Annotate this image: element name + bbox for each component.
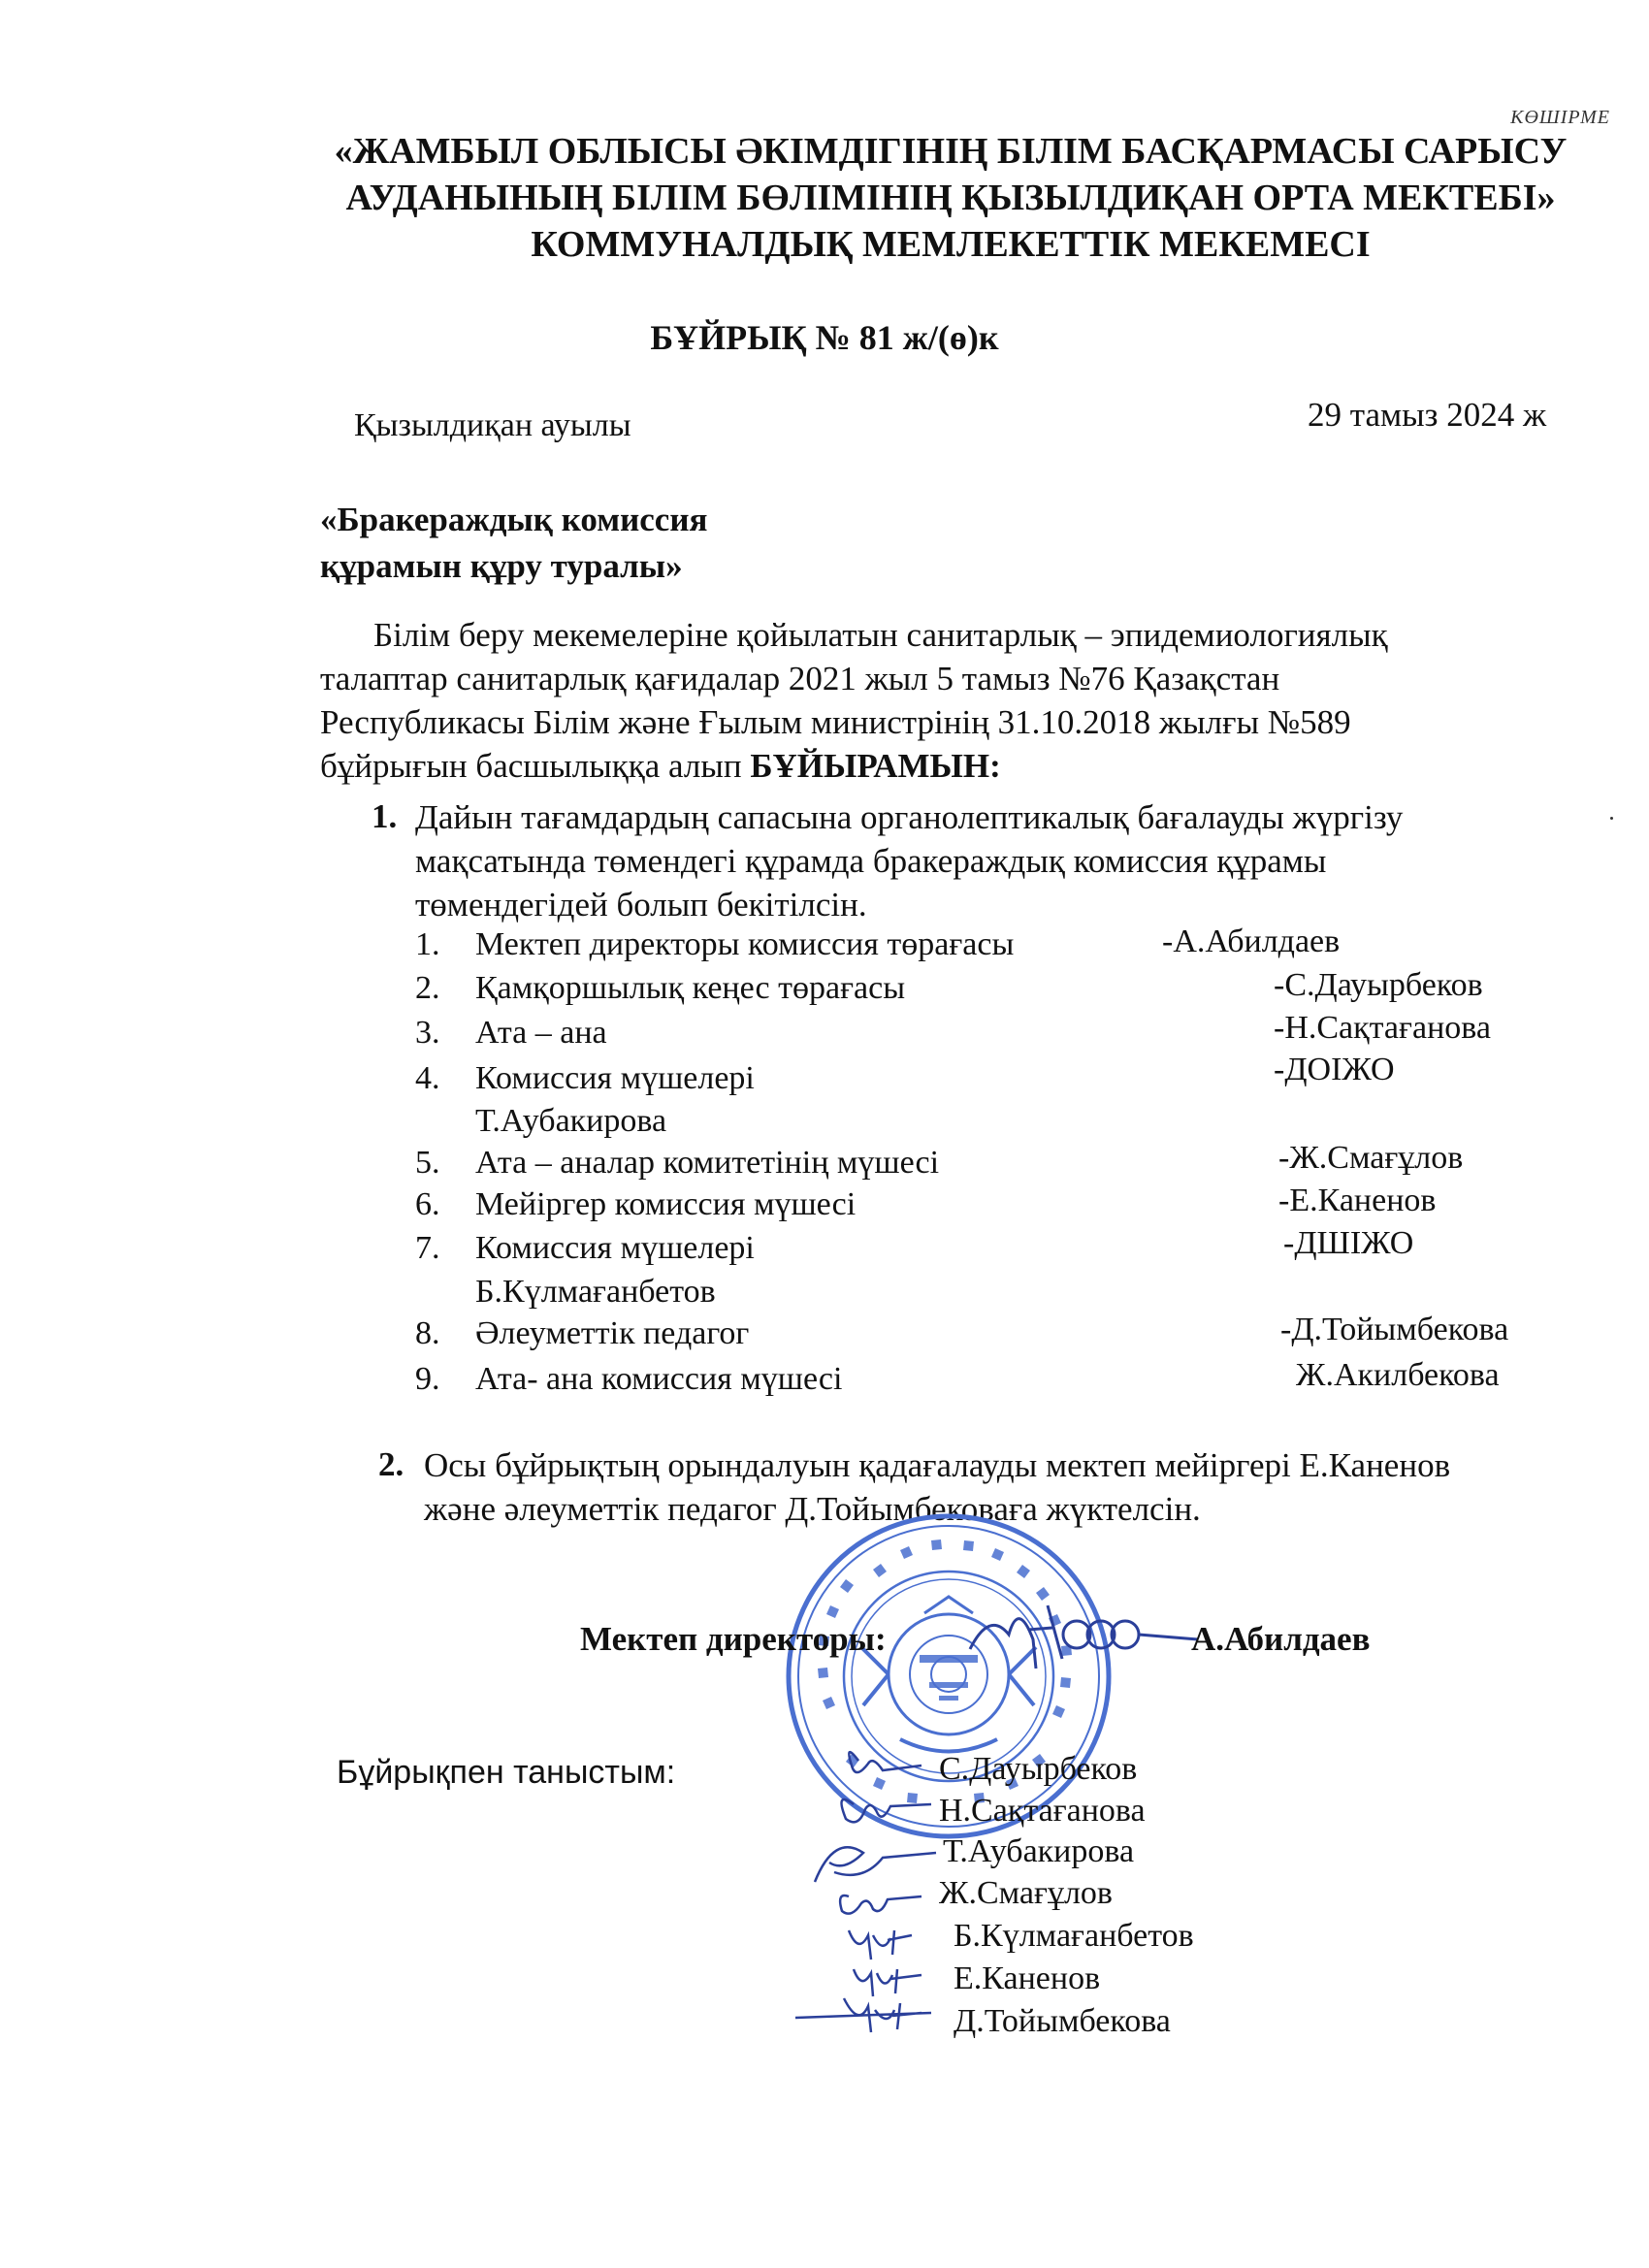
member-role: Қамқоршылық кеңес төрағасы — [475, 970, 906, 1006]
order-subject — [320, 497, 707, 590]
order-date: 29 тамыз 2024 ж — [1308, 396, 1547, 434]
member-role: Комиссия мүшелері — [475, 1230, 755, 1266]
member-role: Ата – аналар комитетінің мүшесі — [475, 1145, 940, 1181]
preamble-line-2: талаптар санитарлық қағидалар 2021 жыл 5 тамыз №76 Қазақстан — [320, 660, 1280, 697]
subject-line-2: құрамын құру туралы» — [320, 547, 683, 585]
member-name: -Д.Тойымбекова — [1280, 1312, 1509, 1347]
point-2-line-2: және әлеуметтік педагог Д.Тойымбековаға жүктелсін. — [424, 1490, 1201, 1528]
subject-line-1: «Бракераждық комиссия — [320, 501, 708, 538]
signature-1 — [849, 1752, 922, 1772]
signature-2 — [842, 1799, 932, 1822]
ack-name: Н.Сақтағанова — [939, 1793, 1146, 1829]
organization-line-1: «ЖАМБЫЛ ОБЛЫСЫ ӘКІМДІГІНІҢ БІЛІМ БАСҚАРМАСЫ САРЫСУ — [334, 131, 1568, 172]
preamble-line-4 — [320, 744, 1388, 788]
member-name: -ДШІЖО — [1283, 1225, 1414, 1261]
order-place: Қызылдиқан ауылы — [354, 407, 631, 443]
member-role: Ата- ана комиссия мүшесі — [475, 1361, 843, 1397]
member-number: 3. — [415, 1015, 440, 1051]
director-name: А.Абилдаев — [1191, 1620, 1371, 1658]
member-role: Әлеуметтік педагог — [475, 1315, 750, 1351]
order-command: БҰЙЫРАМЫН: — [750, 747, 1001, 785]
preamble-line-4-text: бұйрығын басшылыққа алып — [320, 747, 751, 785]
organization-title — [291, 128, 1610, 268]
member-name: -А.Абилдаев — [1162, 923, 1341, 959]
member-role: Мектеп директоры комиссия төрағасы — [475, 926, 1015, 962]
ack-name: С.Дауырбеков — [939, 1751, 1138, 1787]
preamble-paragraph — [320, 613, 1388, 788]
member-number: 7. — [415, 1230, 440, 1266]
acknowledgement-label: Бұйрықпен таныстым: — [337, 1754, 676, 1791]
member-number: 1. — [415, 926, 440, 962]
member-number: 6. — [415, 1186, 440, 1222]
preamble-line-1: Білім беру мекемелеріне қойылатын санитарлық – эпидемиологиялық — [373, 616, 1388, 654]
copy-mark: КӨШІРМЕ — [1510, 107, 1610, 128]
organization-line-3: КОММУНАЛДЫҚ МЕМЛЕКЕТТІК МЕКЕМЕСІ — [531, 224, 1371, 265]
order-number: БҰЙРЫҚ № 81 ж/(ө)к — [650, 318, 999, 357]
ack-name: Д.Тойымбекова — [954, 2003, 1171, 2039]
member-name: -Е.Каненов — [1278, 1183, 1437, 1218]
signature-4 — [840, 1895, 922, 1914]
member-name: -ДОІЖО — [1274, 1052, 1395, 1087]
scan-speck — [1610, 817, 1613, 820]
member-sub-name: Б.Күлмағанбетов — [475, 1274, 716, 1310]
member-role: Комиссия мүшелері — [475, 1060, 755, 1096]
member-name: Ж.Акилбекова — [1296, 1357, 1500, 1393]
ack-name: Б.Күлмағанбетов — [954, 1918, 1194, 1954]
member-role: Ата – ана — [475, 1015, 607, 1051]
member-name: -Ж.Смағұлов — [1278, 1140, 1464, 1176]
member-number: 4. — [415, 1060, 440, 1096]
member-name: -С.Дауырбеков — [1274, 967, 1483, 1003]
acknowledgement-signatures — [776, 1736, 951, 2047]
point-1-number: 1. — [372, 797, 398, 835]
preamble-line-3: Республикасы Білім және Ғылым министрінің 31.10.2018 жылғы №589 — [320, 703, 1351, 741]
point-1-line-1: Дайын тағамдардың сапасына органолептикалық бағалауды жүргізу — [415, 798, 1404, 836]
organization-line-2: АУДАНЫНЫҢ БІЛІМ БӨЛІМІНІҢ ҚЫЗЫЛДИҚАН ОРТА МЕКТЕБІ» — [345, 178, 1556, 218]
member-sub-name: Т.Аубакирова — [475, 1103, 667, 1139]
point-1-line-3: төмендегідей болып бекітілсін. — [415, 886, 867, 923]
member-number: 9. — [415, 1361, 440, 1397]
point-2-number: 2. — [378, 1445, 404, 1483]
member-number: 2. — [415, 970, 440, 1006]
signature-7 — [795, 1998, 931, 2032]
point-1-text — [415, 795, 1403, 926]
ack-name: Т.Аубакирова — [943, 1833, 1135, 1869]
director-title: Мектеп директоры: — [580, 1620, 887, 1658]
signature-5 — [849, 1930, 912, 1960]
member-role: Мейіргер комиссия мүшесі — [475, 1186, 857, 1222]
ack-name: Ж.Смағұлов — [939, 1875, 1113, 1911]
signature-3 — [815, 1847, 936, 1882]
signature-6 — [854, 1969, 922, 1996]
point-2-line-1: Осы бұйрықтың орындалуын қадағалауды мектеп мейіргері Е.Каненов — [424, 1446, 1451, 1484]
ack-name: Е.Каненов — [954, 1960, 1101, 1996]
member-number: 8. — [415, 1315, 440, 1351]
member-name: -Н.Сақтағанова — [1274, 1010, 1491, 1046]
point-1-line-2: мақсатында төмендегі құрамда бракераждық комиссия құрамы — [415, 842, 1327, 880]
member-number: 5. — [415, 1145, 440, 1181]
director-signature — [960, 1591, 1203, 1678]
